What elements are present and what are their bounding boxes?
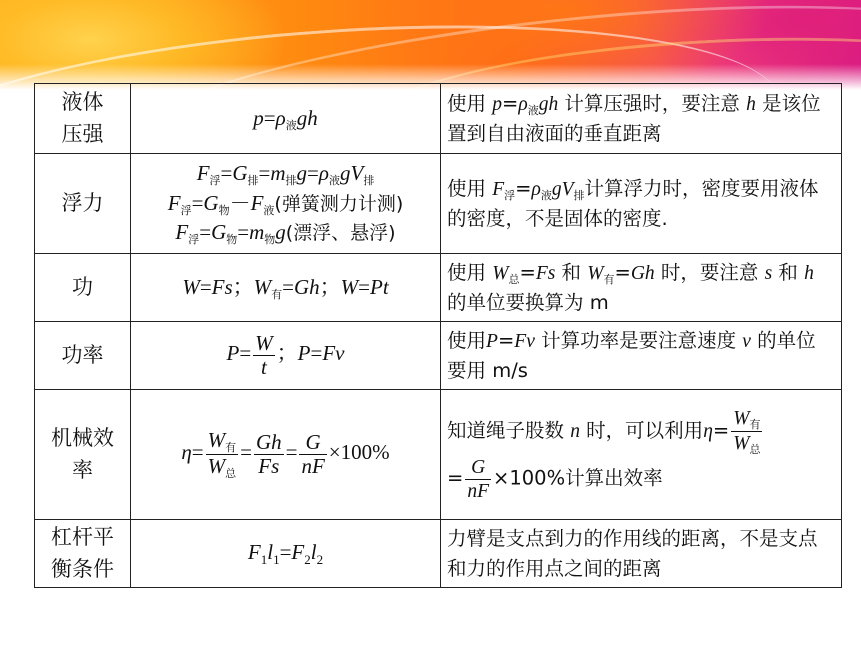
note-cell: 力臂是支点到力的作用线的距离，不是支点和力的作用点之间的距离 <box>441 520 842 588</box>
formula-cell: $p=\rho_液gh$ <box>131 84 441 154</box>
row-name <box>35 322 131 390</box>
table-row <box>35 322 842 390</box>
formula-cell: $F_浮=G_排=m_排g=\rho_液gV_排$ $F_浮=G_物-F_液$(弹簧测力计测) $F_浮=G_物=m_物g$(漂浮、悬浮) <box>131 154 441 254</box>
row-name-line: 功率 <box>61 342 104 367</box>
row-name-line: 机械效 <box>51 426 114 450</box>
note-cell: 使用 $F_浮=\rho_液gV_排$计算浮力时，密度要用液体的密度，不是固体的密度. <box>441 154 842 254</box>
note-cell: 使用 $p=\rho_液gh$ 计算压强时，要注意 h 是该位置到自由液面的垂直距离 <box>441 84 842 154</box>
note-cell: 使用 $W_总=Fs$ 和 $W_有=Gh$ 时，要注意 s 和 h 的单位要换算为 m <box>441 254 842 322</box>
formula-cell: W=Fs；$W_有=Gh$；W=Pt <box>131 254 441 322</box>
note-cell: 知道绳子股数 n 时，可以利用η= $\frac{W_有}{W_总}$ = $\frac{G}{nF}$ ×100%计算出效率 <box>441 390 842 520</box>
row-name <box>35 84 131 154</box>
row-name-line: 液体 <box>61 90 104 114</box>
table-row <box>35 520 842 588</box>
table-row <box>35 254 842 322</box>
table-row <box>35 154 842 254</box>
formula-table <box>34 83 842 588</box>
row-name-line: 功 <box>72 274 93 299</box>
table-row <box>35 84 842 154</box>
formula-cell: P= $\frac{W}{t}$ ；P=Fv <box>131 322 441 390</box>
row-name-line: 衡条件 <box>51 556 114 581</box>
table-row <box>35 390 842 520</box>
note-cell: 使用P=Fv 计算功率是要注意速度 v 的单位要用 m/s <box>441 322 842 390</box>
row-name <box>35 390 131 520</box>
formula-cell: $F_1l_1=F_2l_2$ <box>131 520 441 588</box>
formula-cell: η= $\frac{W_有}{W_总}$ = $\frac{Gh}{Fs}$ = $\frac{G}{nF}$ ×100% <box>131 390 441 520</box>
row-name <box>35 254 131 322</box>
row-name-line: 杠杆平 <box>51 525 114 549</box>
row-name <box>35 520 131 588</box>
row-name-line: 率 <box>72 457 93 482</box>
row-name-line: 压强 <box>61 121 104 146</box>
row-name-line: 浮力 <box>61 190 104 215</box>
decorative-banner <box>0 0 861 90</box>
row-name <box>35 154 131 254</box>
